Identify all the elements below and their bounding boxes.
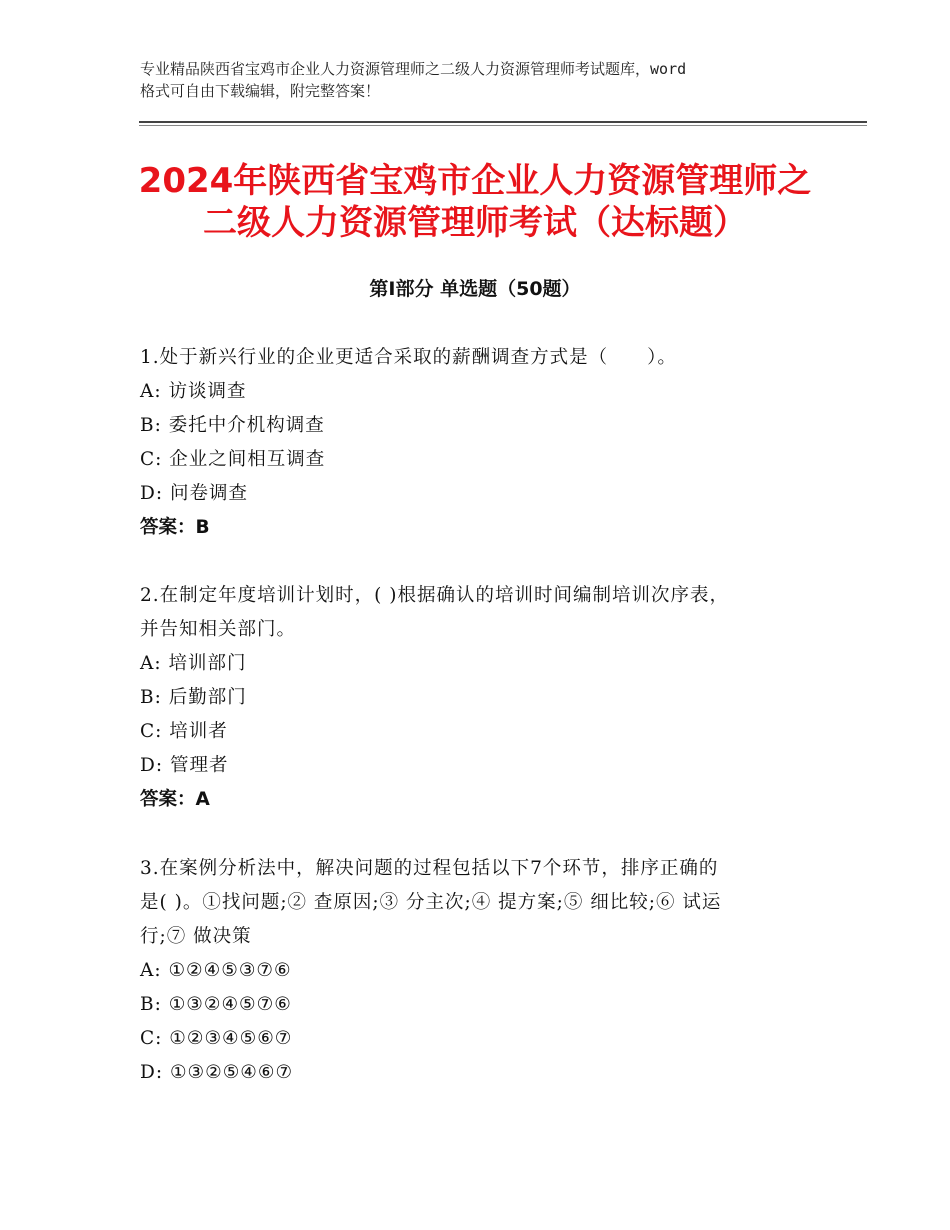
question-stem-line: 并告知相关部门。: [140, 619, 297, 640]
option-d: D: 管理者: [140, 755, 229, 776]
question-stem: [140, 852, 820, 954]
option-d: D: 问卷调查: [140, 483, 248, 504]
header-divider-thin: [139, 125, 867, 126]
option-c: C: 企业之间相互调查: [140, 449, 326, 470]
question-2: [140, 579, 820, 817]
header-divider-thick: [139, 121, 867, 123]
option-b: B: 后勤部门: [140, 687, 247, 708]
question-stem: [140, 579, 820, 647]
header-note: [140, 58, 840, 102]
question-stem-line: 行;⑦ 做决策: [140, 926, 252, 947]
option-a: A: 访谈调查: [140, 381, 247, 402]
document-title-line-2: 二级人力资源管理师考试（达标题）: [203, 203, 747, 243]
question-stem-line: 3.在案例分析法中，解决问题的过程包括以下7个环节，排序正确的: [140, 858, 719, 879]
option-b: B: ①③②④⑤⑦⑥: [140, 994, 292, 1015]
header-note-line-2: 格式可自由下载编辑，附完整答案！: [140, 82, 381, 100]
option-d: D: ①③②⑤④⑥⑦: [140, 1062, 294, 1083]
question-1: [140, 341, 820, 545]
document-title-line-1: 2024年陕西省宝鸡市企业人力资源管理师之: [138, 161, 812, 201]
option-b: B: 委托中介机构调查: [140, 415, 325, 436]
answer-line: 答案：B: [140, 517, 210, 538]
question-stem-line: 1.处于新兴行业的企业更适合采取的薪酬调查方式是（ ）。: [140, 347, 677, 368]
option-c: C: ①②③④⑤⑥⑦: [140, 1028, 293, 1049]
answer-line: 答案：A: [140, 789, 210, 810]
document-title: [90, 160, 860, 244]
option-c: C: 培训者: [140, 721, 228, 742]
question-stem: [140, 341, 820, 375]
question-3: [140, 852, 820, 1090]
question-stem-line: 是( )。①找问题;② 查原因;③ 分主次;④ 提方案;⑤ 细比较;⑥ 试运: [140, 892, 722, 913]
option-a: A: ①②④⑤③⑦⑥: [140, 960, 292, 981]
header-note-line-1: 专业精品陕西省宝鸡市企业人力资源管理师之二级人力资源管理师考试题库，word: [140, 60, 687, 78]
section-heading: 第Ⅰ部分 单选题（50题）: [369, 278, 581, 300]
option-a: A: 培训部门: [140, 653, 247, 674]
question-stem-line: 2.在制定年度培训计划时，( )根据确认的培训时间编制培训次序表，: [140, 585, 729, 606]
